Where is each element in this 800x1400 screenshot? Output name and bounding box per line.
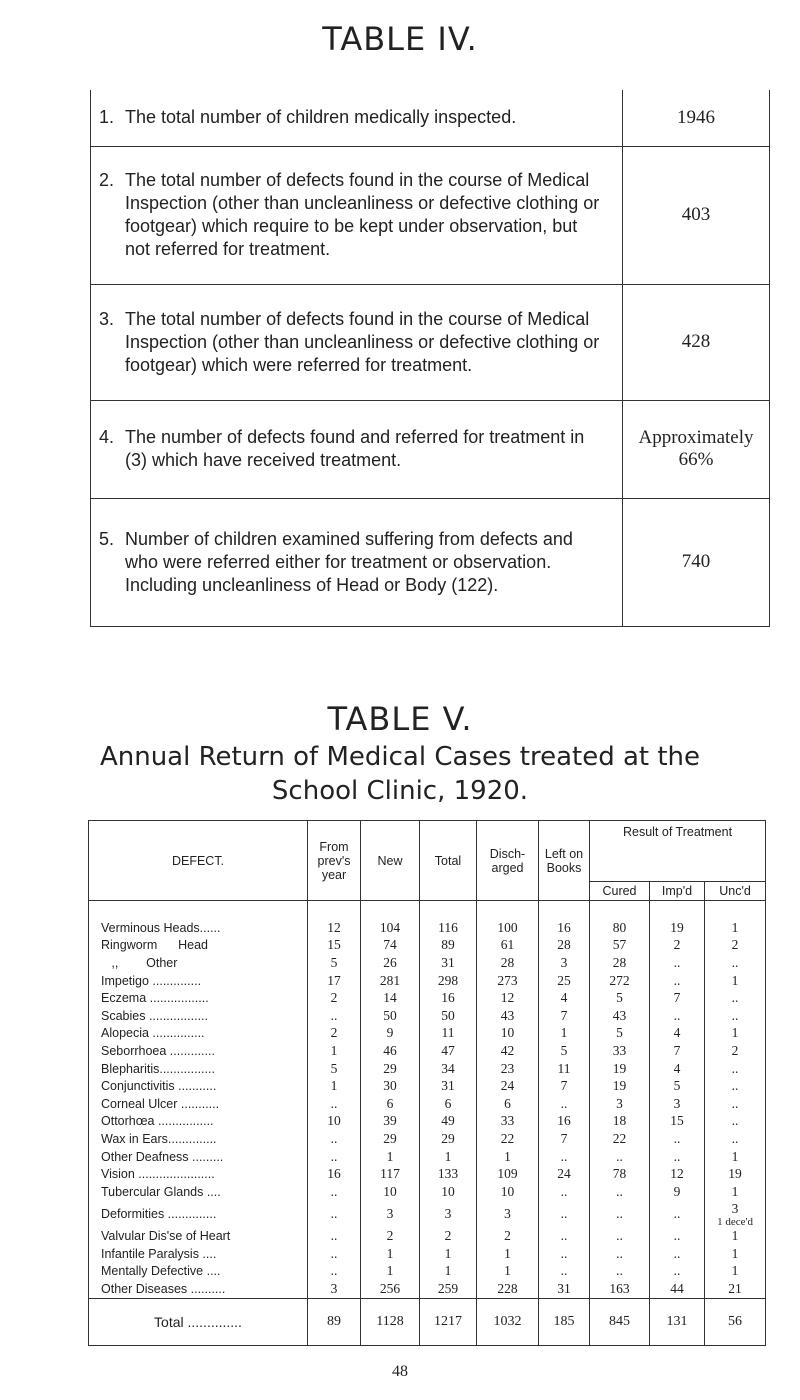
table-row bbox=[89, 1201, 766, 1228]
cell-improved: 44 bbox=[650, 1280, 705, 1298]
table-iv-row bbox=[91, 90, 770, 146]
cell-total: 2 bbox=[420, 1228, 477, 1246]
table-iv-question bbox=[91, 284, 623, 400]
total-cell-total: 1217 bbox=[420, 1298, 477, 1345]
cell-cured: 272 bbox=[590, 972, 650, 990]
cell-cured: 43 bbox=[590, 1007, 650, 1025]
table-row bbox=[89, 972, 766, 990]
cell-cured: .. bbox=[590, 1228, 650, 1246]
cell-from-prev: 1 bbox=[308, 1042, 361, 1060]
cell-total: 34 bbox=[420, 1060, 477, 1078]
cell-cured: .. bbox=[590, 1245, 650, 1263]
cell-new: 26 bbox=[361, 954, 420, 972]
cell-improved: 19 bbox=[650, 901, 705, 937]
cell-uncured: .. bbox=[705, 1113, 766, 1131]
cell-defect: Wax in Ears.............. bbox=[89, 1130, 308, 1148]
cell-total: 1 bbox=[420, 1245, 477, 1263]
cell-uncured: .. bbox=[705, 1077, 766, 1095]
cell-left-on-books: 7 bbox=[539, 1130, 590, 1148]
cell-discharged: 228 bbox=[477, 1280, 539, 1298]
cell-improved: 7 bbox=[650, 1042, 705, 1060]
table-iv-row bbox=[91, 400, 770, 498]
item-number: 3. bbox=[99, 308, 115, 329]
cell-uncured: 1 bbox=[705, 1228, 766, 1246]
cell-new: 1 bbox=[361, 1148, 420, 1166]
cell-defect: Verminous Heads...... bbox=[89, 901, 308, 937]
cell-total: 1 bbox=[420, 1263, 477, 1281]
cell-left-on-books: 11 bbox=[539, 1060, 590, 1078]
cell-improved: .. bbox=[650, 972, 705, 990]
cell-from-prev: 16 bbox=[308, 1165, 361, 1183]
cell-defect: Deformities .............. bbox=[89, 1201, 308, 1228]
cell-total: 29 bbox=[420, 1130, 477, 1148]
cell-defect: Valvular Dis'se of Heart bbox=[89, 1228, 308, 1246]
table-iv-value: Approximately 66% bbox=[623, 400, 770, 498]
cell-total: 47 bbox=[420, 1042, 477, 1060]
cell-from-prev: .. bbox=[308, 1245, 361, 1263]
cell-improved: 15 bbox=[650, 1113, 705, 1131]
cell-new: 30 bbox=[361, 1077, 420, 1095]
cell-cured: .. bbox=[590, 1183, 650, 1201]
item-text: Number of children examined suffering from defects and who were referred either for treatment or observation. Including uncleanliness of Head or Body (122). bbox=[125, 528, 573, 595]
cell-left-on-books: .. bbox=[539, 1148, 590, 1166]
cell-cured: .. bbox=[590, 1148, 650, 1166]
cell-discharged: 24 bbox=[477, 1077, 539, 1095]
table-iv-row bbox=[91, 498, 770, 626]
item-number: 4. bbox=[99, 427, 115, 447]
cell-uncured: .. bbox=[705, 1060, 766, 1078]
cell-cured: 80 bbox=[590, 901, 650, 937]
cell-cured: 3 bbox=[590, 1095, 650, 1113]
table-iv-question bbox=[91, 90, 623, 146]
cell-from-prev: .. bbox=[308, 1183, 361, 1201]
table-iv-value: 740 bbox=[623, 498, 770, 626]
table-iv-value: 428 bbox=[623, 284, 770, 400]
table-iv bbox=[90, 90, 770, 627]
cell-new: 10 bbox=[361, 1183, 420, 1201]
table-row bbox=[89, 989, 766, 1007]
cell-total: 1 bbox=[420, 1148, 477, 1166]
header-left-on-books: Left on Books bbox=[539, 821, 590, 901]
cell-defect: Impetigo .............. bbox=[89, 972, 308, 990]
cell-discharged: 43 bbox=[477, 1007, 539, 1025]
table-row bbox=[89, 1165, 766, 1183]
cell-uncured bbox=[705, 1201, 766, 1228]
cell-improved: .. bbox=[650, 1130, 705, 1148]
total-cell-from-prev: 89 bbox=[308, 1298, 361, 1345]
cell-defect: ,, Other bbox=[89, 954, 308, 972]
cell-from-prev: 3 bbox=[308, 1280, 361, 1298]
table-v-subtitle-line1: Annual Return of Medical Cases treated at the bbox=[99, 742, 701, 772]
cell-left-on-books: .. bbox=[539, 1228, 590, 1246]
cell-from-prev: .. bbox=[308, 1263, 361, 1281]
cell-discharged: 10 bbox=[477, 1183, 539, 1201]
cell-total: 49 bbox=[420, 1113, 477, 1131]
cell-cured: 19 bbox=[590, 1060, 650, 1078]
page-number: 48 bbox=[392, 1363, 408, 1380]
table-row bbox=[89, 1245, 766, 1263]
cell-new: 6 bbox=[361, 1095, 420, 1113]
cell-new: 3 bbox=[361, 1201, 420, 1228]
cell-total: 11 bbox=[420, 1025, 477, 1043]
cell-from-prev: 1 bbox=[308, 1077, 361, 1095]
header-total: Total bbox=[420, 821, 477, 901]
table-row bbox=[89, 1148, 766, 1166]
cell-uncured: 1 bbox=[705, 1263, 766, 1281]
cell-improved: .. bbox=[650, 1245, 705, 1263]
cell-total: 31 bbox=[420, 954, 477, 972]
cell-defect: Scabies ................. bbox=[89, 1007, 308, 1025]
cell-from-prev: .. bbox=[308, 1201, 361, 1228]
cell-new: 2 bbox=[361, 1228, 420, 1246]
cell-total: 133 bbox=[420, 1165, 477, 1183]
cell-improved: 12 bbox=[650, 1165, 705, 1183]
cell-uncured: 1 bbox=[705, 901, 766, 937]
cell-uncured: 21 bbox=[705, 1280, 766, 1298]
cell-discharged: 23 bbox=[477, 1060, 539, 1078]
cell-total: 298 bbox=[420, 972, 477, 990]
table-row bbox=[89, 1228, 766, 1246]
cell-discharged: 273 bbox=[477, 972, 539, 990]
cell-new: 1 bbox=[361, 1245, 420, 1263]
total-cell-left-on-books: 185 bbox=[539, 1298, 590, 1345]
table-iv-question bbox=[91, 498, 623, 626]
cell-discharged: 22 bbox=[477, 1130, 539, 1148]
cell-left-on-books: .. bbox=[539, 1095, 590, 1113]
cell-uncured: .. bbox=[705, 1007, 766, 1025]
cell-from-prev: .. bbox=[308, 1007, 361, 1025]
cell-cured: .. bbox=[590, 1201, 650, 1228]
table-row bbox=[89, 1060, 766, 1078]
item-number: 2. bbox=[99, 170, 115, 190]
table-row bbox=[89, 1183, 766, 1201]
cell-from-prev: .. bbox=[308, 1095, 361, 1113]
item-text: The total number of defects found in the course of Medical Inspection (other than uncleanliness or defective clothing or footgear) which were referred for treatment. bbox=[125, 308, 600, 375]
cell-discharged: 100 bbox=[477, 901, 539, 937]
cell-discharged: 3 bbox=[477, 1201, 539, 1228]
cell-uncured-value: 3 bbox=[731, 1200, 739, 1216]
table-iv-question bbox=[91, 400, 623, 498]
header-new: New bbox=[361, 821, 420, 901]
cell-cured: 5 bbox=[590, 1025, 650, 1043]
header-cured: Cured bbox=[590, 882, 650, 901]
cell-improved: 9 bbox=[650, 1183, 705, 1201]
cell-discharged: 33 bbox=[477, 1113, 539, 1131]
header-from-prev: From prev's year bbox=[308, 821, 361, 901]
cell-left-on-books: 7 bbox=[539, 1007, 590, 1025]
cell-defect: Blepharitis................ bbox=[89, 1060, 308, 1078]
cell-from-prev: 10 bbox=[308, 1113, 361, 1131]
cell-from-prev: 15 bbox=[308, 937, 361, 955]
header-uncured: Unc'd bbox=[705, 882, 766, 901]
cell-defect: Mentally Defective .... bbox=[89, 1263, 308, 1281]
cell-from-prev: 2 bbox=[308, 989, 361, 1007]
cell-total: 10 bbox=[420, 1183, 477, 1201]
cell-uncured: 2 bbox=[705, 1042, 766, 1060]
cell-left-on-books: 1 bbox=[539, 1025, 590, 1043]
table-iv-title: TABLE IV. bbox=[322, 20, 478, 58]
cell-from-prev: .. bbox=[308, 1228, 361, 1246]
cell-left-on-books: 7 bbox=[539, 1077, 590, 1095]
cell-from-prev: 17 bbox=[308, 972, 361, 990]
cell-left-on-books: .. bbox=[539, 1245, 590, 1263]
cell-from-prev: .. bbox=[308, 1130, 361, 1148]
header-discharged: Disch-arged bbox=[477, 821, 539, 901]
cell-cured: 18 bbox=[590, 1113, 650, 1131]
cell-uncured: 1 bbox=[705, 1025, 766, 1043]
cell-defect: Tubercular Glands .... bbox=[89, 1183, 308, 1201]
cell-cured: 57 bbox=[590, 937, 650, 955]
cell-new: 50 bbox=[361, 1007, 420, 1025]
header-improved: Imp'd bbox=[650, 882, 705, 901]
cell-uncured: 1 bbox=[705, 1183, 766, 1201]
cell-left-on-books: 31 bbox=[539, 1280, 590, 1298]
cell-left-on-books: 24 bbox=[539, 1165, 590, 1183]
cell-cured: .. bbox=[590, 1263, 650, 1281]
cell-cured: 78 bbox=[590, 1165, 650, 1183]
cell-improved: 7 bbox=[650, 989, 705, 1007]
cell-total: 50 bbox=[420, 1007, 477, 1025]
table-iv-question bbox=[91, 146, 623, 284]
cell-improved: .. bbox=[650, 1007, 705, 1025]
cell-discharged: 1 bbox=[477, 1148, 539, 1166]
cell-from-prev: .. bbox=[308, 1148, 361, 1166]
cell-left-on-books: 3 bbox=[539, 954, 590, 972]
cell-left-on-books: 16 bbox=[539, 901, 590, 937]
table-v-title: TABLE V. bbox=[327, 700, 473, 738]
cell-uncured: .. bbox=[705, 989, 766, 1007]
cell-total: 16 bbox=[420, 989, 477, 1007]
cell-defect: Other Diseases .......... bbox=[89, 1280, 308, 1298]
table-row bbox=[89, 1095, 766, 1113]
table-row bbox=[89, 1113, 766, 1131]
cell-discharged: 109 bbox=[477, 1165, 539, 1183]
total-cell-defect: Total .............. bbox=[89, 1298, 308, 1345]
table-row bbox=[89, 1263, 766, 1281]
cell-left-on-books: .. bbox=[539, 1183, 590, 1201]
cell-from-prev: 5 bbox=[308, 1060, 361, 1078]
cell-uncured: .. bbox=[705, 1130, 766, 1148]
cell-defect: Vision ...................... bbox=[89, 1165, 308, 1183]
cell-from-prev: 2 bbox=[308, 1025, 361, 1043]
cell-uncured: 2 bbox=[705, 937, 766, 955]
item-number: 5. bbox=[99, 528, 115, 549]
cell-defect: Infantile Paralysis .... bbox=[89, 1245, 308, 1263]
cell-uncured: .. bbox=[705, 954, 766, 972]
cell-discharged: 42 bbox=[477, 1042, 539, 1060]
cell-improved: 3 bbox=[650, 1095, 705, 1113]
cell-discharged: 6 bbox=[477, 1095, 539, 1113]
header-defect: DEFECT. bbox=[89, 821, 308, 901]
cell-left-on-books: .. bbox=[539, 1263, 590, 1281]
cell-defect: Ringworm Head bbox=[89, 937, 308, 955]
cell-from-prev: 12 bbox=[308, 901, 361, 937]
cell-uncured: .. bbox=[705, 1095, 766, 1113]
cell-discharged: 1 bbox=[477, 1245, 539, 1263]
cell-left-on-books: .. bbox=[539, 1201, 590, 1228]
cell-total: 259 bbox=[420, 1280, 477, 1298]
cell-total: 89 bbox=[420, 937, 477, 955]
cell-improved: 2 bbox=[650, 937, 705, 955]
cell-total: 3 bbox=[420, 1201, 477, 1228]
cell-new: 74 bbox=[361, 937, 420, 955]
cell-total: 116 bbox=[420, 901, 477, 937]
cell-new: 46 bbox=[361, 1042, 420, 1060]
item-text: The total number of defects found in the course of Medical Inspection (other than uncleanliness or defective clothing or footgear) which require to be kept under observation, but not referred for treatment. bbox=[125, 170, 600, 259]
item-text: The total number of children medically inspected. bbox=[125, 107, 517, 128]
item-text: The number of defects found and referred for treatment in (3) which have received treatment. bbox=[125, 427, 585, 470]
total-cell-cured: 845 bbox=[590, 1298, 650, 1345]
cell-new: 117 bbox=[361, 1165, 420, 1183]
cell-new: 1 bbox=[361, 1263, 420, 1281]
total-cell-discharged: 1032 bbox=[477, 1298, 539, 1345]
cell-defect: Ottorhœa ................ bbox=[89, 1113, 308, 1131]
cell-uncured: 19 bbox=[705, 1165, 766, 1183]
header-result: Result of Treatment bbox=[590, 821, 766, 882]
cell-uncured-note: 1 dece'd bbox=[717, 1215, 753, 1228]
cell-improved: 5 bbox=[650, 1077, 705, 1095]
item-number: 1. bbox=[99, 107, 115, 128]
cell-cured: 163 bbox=[590, 1280, 650, 1298]
cell-improved: 4 bbox=[650, 1060, 705, 1078]
cell-new: 29 bbox=[361, 1060, 420, 1078]
cell-discharged: 28 bbox=[477, 954, 539, 972]
cell-total: 6 bbox=[420, 1095, 477, 1113]
cell-discharged: 12 bbox=[477, 989, 539, 1007]
cell-new: 39 bbox=[361, 1113, 420, 1131]
cell-left-on-books: 5 bbox=[539, 1042, 590, 1060]
cell-discharged: 2 bbox=[477, 1228, 539, 1246]
cell-cured: 19 bbox=[590, 1077, 650, 1095]
cell-new: 29 bbox=[361, 1130, 420, 1148]
cell-new: 104 bbox=[361, 901, 420, 937]
cell-defect: Other Deafness ......... bbox=[89, 1148, 308, 1166]
cell-improved: .. bbox=[650, 1148, 705, 1166]
total-cell-improved: 131 bbox=[650, 1298, 705, 1345]
cell-improved: 4 bbox=[650, 1025, 705, 1043]
cell-cured: 5 bbox=[590, 989, 650, 1007]
cell-defect: Seborrhoea ............. bbox=[89, 1042, 308, 1060]
cell-left-on-books: 4 bbox=[539, 989, 590, 1007]
cell-defect: Corneal Ulcer ........... bbox=[89, 1095, 308, 1113]
cell-improved: .. bbox=[650, 1263, 705, 1281]
table-row bbox=[89, 1025, 766, 1043]
cell-discharged: 10 bbox=[477, 1025, 539, 1043]
cell-improved: .. bbox=[650, 1201, 705, 1228]
total-cell-new: 1128 bbox=[361, 1298, 420, 1345]
cell-uncured: 1 bbox=[705, 972, 766, 990]
table-row bbox=[89, 1130, 766, 1148]
table-row bbox=[89, 1007, 766, 1025]
cell-uncured: 1 bbox=[705, 1148, 766, 1166]
cell-defect: Eczema ................. bbox=[89, 989, 308, 1007]
cell-cured: 28 bbox=[590, 954, 650, 972]
cell-cured: 22 bbox=[590, 1130, 650, 1148]
cell-from-prev: 5 bbox=[308, 954, 361, 972]
cell-uncured: 1 bbox=[705, 1245, 766, 1263]
table-row bbox=[89, 954, 766, 972]
table-iv-row bbox=[91, 146, 770, 284]
cell-left-on-books: 25 bbox=[539, 972, 590, 990]
cell-new: 14 bbox=[361, 989, 420, 1007]
table-iv-row bbox=[91, 284, 770, 400]
cell-cured: 33 bbox=[590, 1042, 650, 1060]
cell-new: 256 bbox=[361, 1280, 420, 1298]
table-row bbox=[89, 901, 766, 937]
cell-improved: .. bbox=[650, 954, 705, 972]
total-cell-uncured: 56 bbox=[705, 1298, 766, 1345]
table-row bbox=[89, 1280, 766, 1298]
table-v bbox=[88, 820, 766, 1346]
cell-new: 9 bbox=[361, 1025, 420, 1043]
cell-improved: .. bbox=[650, 1228, 705, 1246]
table-total-row bbox=[89, 1298, 766, 1345]
cell-discharged: 61 bbox=[477, 937, 539, 955]
cell-left-on-books: 28 bbox=[539, 937, 590, 955]
table-row bbox=[89, 937, 766, 955]
table-iv-value: 1946 bbox=[623, 90, 770, 146]
cell-new: 281 bbox=[361, 972, 420, 990]
cell-left-on-books: 16 bbox=[539, 1113, 590, 1131]
cell-defect: Alopecia ............... bbox=[89, 1025, 308, 1043]
cell-discharged: 1 bbox=[477, 1263, 539, 1281]
cell-defect: Conjunctivitis ........... bbox=[89, 1077, 308, 1095]
table-row bbox=[89, 1042, 766, 1060]
table-iv-value: 403 bbox=[623, 146, 770, 284]
table-v-subtitle-line2: School Clinic, 1920. bbox=[271, 776, 529, 806]
cell-total: 31 bbox=[420, 1077, 477, 1095]
table-row bbox=[89, 1077, 766, 1095]
